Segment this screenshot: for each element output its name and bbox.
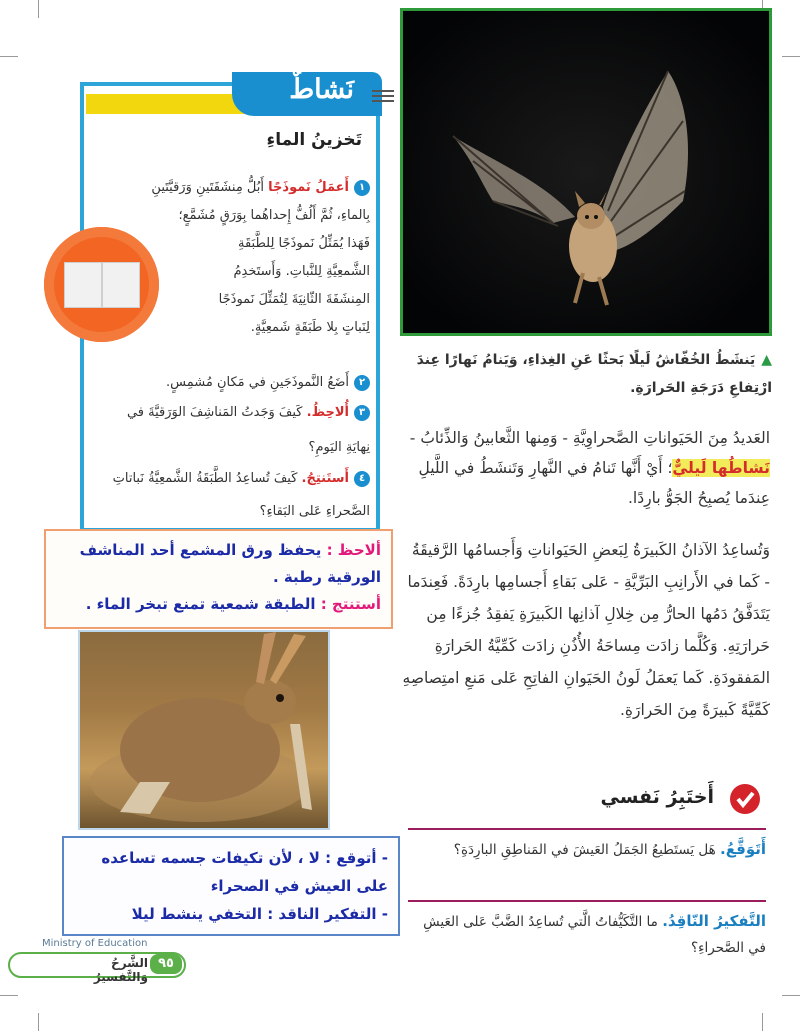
footer-section-label: الشَّرحُ وَالتَّفسيرُ	[93, 956, 148, 984]
step3-line: نِهايَةِ اليَومِ؟	[308, 440, 370, 455]
answer-box-self-test	[62, 836, 400, 936]
step-number-badge: ٣	[354, 405, 370, 421]
step4-line: كَيفَ تُساعِدُ الطَّبَقَةُ الشَّمعِيَّةُ نَباتاتِ	[112, 471, 302, 486]
step4-keyword: أَستَنتِجُ.	[301, 471, 349, 486]
self-test-title: أَختَبِرُ نَفسي	[600, 786, 714, 808]
crop-mark	[762, 1013, 763, 1031]
step1-keyword: أَعمَلُ نَموذَجًا	[268, 180, 349, 195]
crop-mark	[0, 995, 18, 996]
question-divider	[408, 900, 766, 902]
caption-triangle-icon: ▲	[761, 352, 772, 368]
answer-box-activity	[44, 529, 393, 629]
hare-photo	[78, 630, 330, 830]
step1-line: لِنَباتٍ بِلا طَبَقَةٍ شَمعِيَّةٍ.	[250, 320, 370, 335]
crop-mark	[38, 0, 39, 18]
check-icon	[730, 784, 760, 814]
answer-line: - التفكير الناقد : التخفي ينشط ليلا	[131, 905, 388, 923]
step-number-badge: ٢	[354, 375, 370, 391]
q1-keyword: أَتَوَقَّعُ.	[720, 840, 766, 858]
page-footer	[8, 952, 188, 984]
crop-mark	[782, 56, 800, 57]
bat-caption-text: يَنشَطُ الخُفّاشُ لَيلًا بَحثًا عَنِ الغِذاءِ، وَيَنامُ نَهارًا عِندَ ارْتِفاعِ دَرَجَةِ الحَرارَةِ.	[416, 352, 772, 396]
page-number: ٩٥	[150, 954, 182, 974]
para1-highlight: نَشاطُها لَيليٌّ	[672, 459, 770, 477]
bat-illustration	[403, 11, 769, 333]
question-divider	[408, 828, 766, 830]
activity-step-1	[151, 175, 370, 340]
answer-label-observe: ألاحظ :	[321, 541, 381, 559]
activity-tab	[80, 72, 382, 118]
step1-line: فَهَذا يُمَثِّلُ نَموذَجًا لِلطَّبَقَةِ	[238, 236, 370, 251]
para1-text-end: ؛ أَيْ أَنَّها تَنامُ في النَّهارِ وَتَنشَطُ في اللَّيلِ عِندَما يُصبِحُ الجَوُّ بارِدًا.	[418, 459, 770, 507]
step4-line: الصَّحراءِ عَلى البَقاءِ؟	[259, 504, 370, 519]
step1-line: بِالماءِ، ثُمَّ أَلُفُّ إِحداهُما بِوَرَقٍ مُشَمَّعٍ؛	[178, 208, 370, 223]
step3-line: كَيفَ وَجَدتُ المَناشِفَ الوَرَقيَّةَ في	[126, 405, 307, 420]
step3-keyword: أُلاحِظُ.	[306, 405, 349, 420]
menu-lines-icon	[372, 90, 394, 104]
step2-text: أَضَعُ النَّموذَجَينِ في مَكانٍ مُشمِسٍ.	[166, 375, 349, 390]
q2-keyword: التَّفكيرُ النّاقِدُ.	[662, 912, 766, 930]
paragraph-ears: وَتُساعِدُ الآذانُ الكَبيرَةُ لِبَعضِ الحَيَواناتِ وَأَجسامُها الرَّقيقَةُ - كَما في الأَرانِبِ البَرِّيَّةِ - عَلى بَقاءِ أَجسامِها بارِدَةً. فَعِندَما يَتَدَفَّقُ دَمُها الحارُّ مِن خِلالِ آذانِها الكَبيرَةِ يَفقِدُ جُزءًا مِن حَرارَتِهِ. وَكُلَّما زادَت مِساحَةُ الأُذُنِ زادَت كَمِّيَّةُ الحَرارَةِ المَفقودَةِ. كَما يَعمَلُ لَونُ الحَيَوانِ الفاتِحِ عَلى مَنعِ امتِصاصِهِ كَمِّيَّةً كَبيرَةً مِنَ الحَرارَةِ.	[402, 541, 770, 719]
hare-illustration	[80, 632, 328, 828]
para1-text-start: العَديدُ مِنَ الحَيَواناتِ الصَّحراوِيَّةِ - وَمِنها الثَّعابينُ وَالذِّئابُ -	[409, 429, 770, 447]
step1-line: أَبُلُّ مِنشَفَتَينِ وَرَقيَّتَينِ	[151, 180, 269, 195]
self-test-heading	[560, 782, 760, 818]
activity-subtitle: تَخزينُ الماءِ	[266, 130, 362, 150]
answer-label-conclude: أستنتج :	[315, 595, 381, 613]
activity-step-2	[166, 370, 370, 395]
paper-towel	[102, 262, 140, 308]
activity-step-4	[113, 466, 370, 524]
crop-mark	[782, 995, 800, 996]
paragraph-nocturnal	[402, 423, 770, 513]
step-number-badge: ٤	[354, 471, 370, 487]
ministry-watermark: Ministry of Education	[42, 938, 148, 949]
step1-line: المِنشَفَةَ الثّانِيَةَ لِتُمَثِّلَ نَموذَجًا	[218, 292, 370, 307]
q2-text: ما التَّكَيُّفاتُ الَّتي تُساعِدُ الضَّبَّ عَلى العَيشِ في الصَّحراءِ؟	[423, 914, 766, 956]
q1-text: هَل يَستَطيعُ الجَمَلُ العَيشَ في المَناطِقِ البارِدَةِ؟	[453, 842, 721, 858]
activity-step-3	[127, 400, 370, 460]
answer-line: على العيش في الصحراء	[210, 877, 388, 895]
activity-title: نَشاطٌ	[289, 74, 354, 105]
crop-mark	[0, 56, 18, 57]
answer-text-observe: يحفظ ورق المشمع أحد المناشف الورقية رطبة .	[79, 541, 381, 586]
answer-text-conclude: الطبقة شمعية تمنع تبخر الماء .	[85, 595, 316, 613]
question-critical-thinking	[408, 900, 766, 961]
bat-caption	[400, 346, 772, 402]
answer-line: - أتوقع : لا ، لأن تكيفات جسمه تساعده	[101, 849, 388, 867]
paper-towel	[64, 262, 102, 308]
bat-photo	[400, 8, 772, 336]
step-number-badge: ١	[354, 180, 370, 196]
step1-line: الشَّمعِيَّةِ لِلنَّباتِ. وَأَستَخدِمُ	[233, 264, 370, 279]
plate-with-towels-photo	[44, 227, 159, 342]
question-predict	[408, 828, 766, 863]
crop-mark	[38, 1013, 39, 1031]
